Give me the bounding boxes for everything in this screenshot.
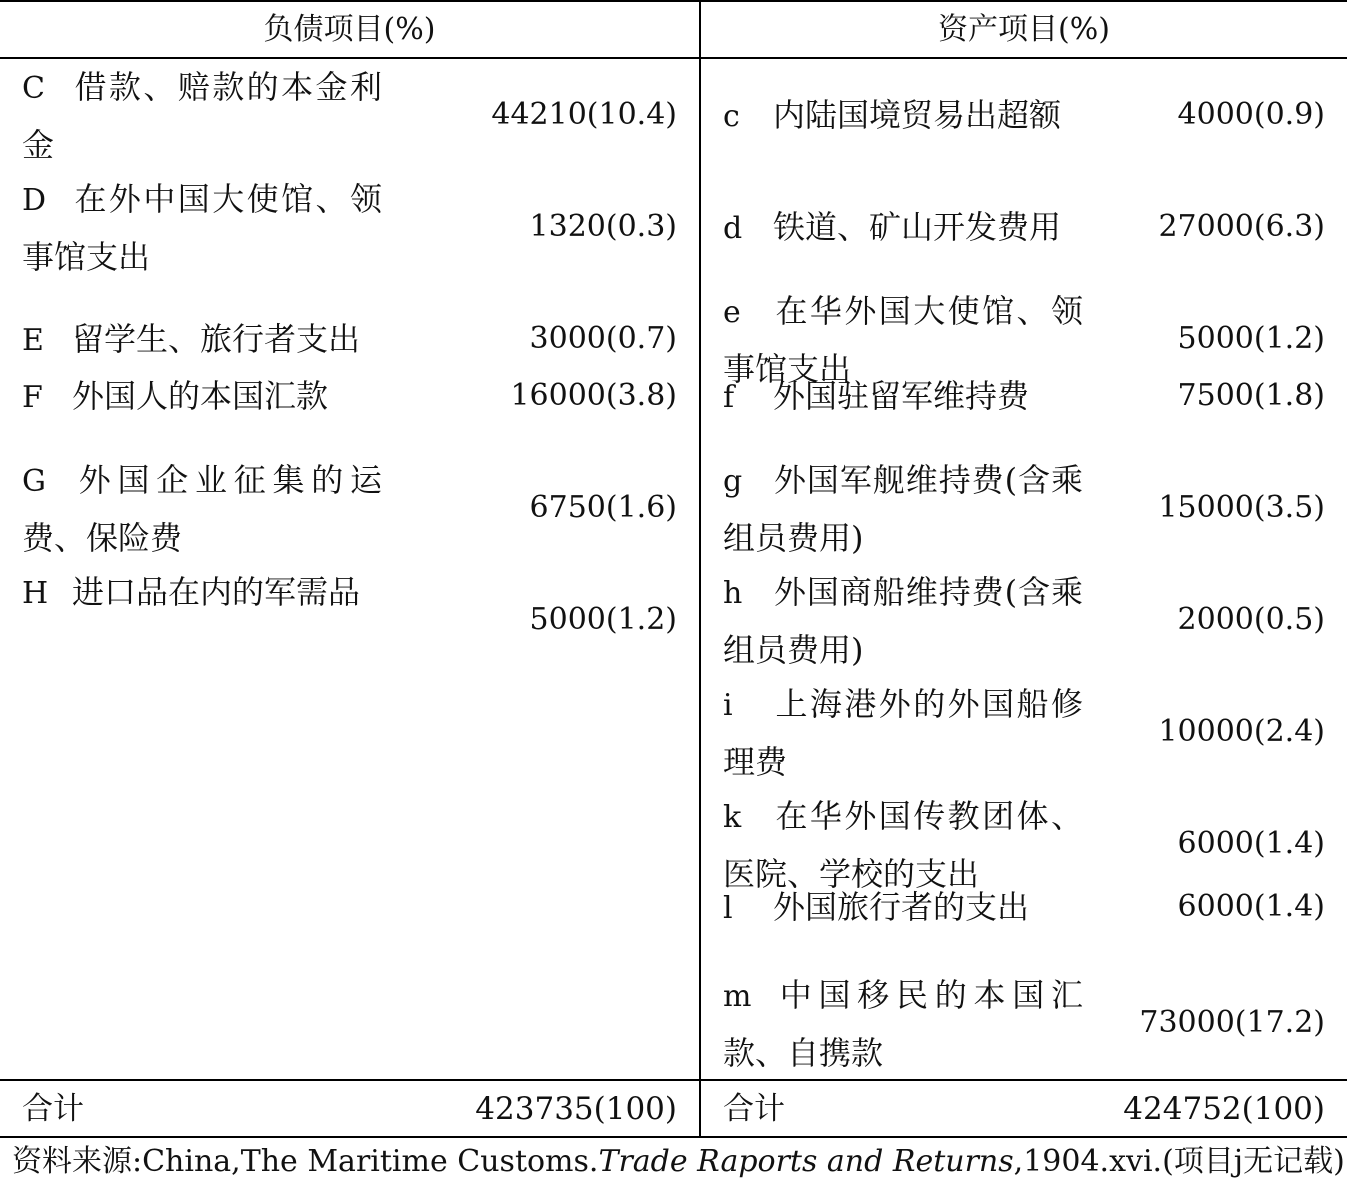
row-label [723,967,1083,1081]
row-label [22,59,382,173]
row-value: 7500(1.8) [1177,378,1325,413]
table-row-asset-g [701,452,1347,564]
row-text: 中国移民的本国汇款、自携款 [723,976,1083,1072]
assets-total-label: 合计 [723,1091,785,1127]
row-text: 外国军舰维持费(含乘组员费用) [723,461,1083,557]
row-code: l [723,891,733,926]
assets-header: 资产项目(%) [938,12,1110,47]
row-label [723,452,1083,566]
row-value: 6750(1.6) [529,490,677,525]
table-row-asset-c [701,59,1347,171]
row-value: 16000(3.8) [510,378,677,413]
row-text: 留学生、旅行者支出 [72,320,361,358]
row-label [723,59,1083,171]
row-text: 外国人的本国汇款 [72,377,329,415]
liabilities-header: 负债项目(%) [263,12,436,47]
row-code: D [22,183,47,218]
row-value: 73000(17.2) [1139,1005,1325,1040]
row-text: 铁道、矿山开发费用 [773,208,1062,246]
table-row-liability-C [0,59,699,171]
total-rule [0,1079,1347,1081]
table-row-liability-H [0,564,699,676]
row-value: 6000(1.4) [1177,826,1325,861]
row-label [22,452,382,566]
table-row-asset-l [701,879,1347,935]
row-label [22,564,382,622]
table-row-asset-f [701,368,1347,424]
row-label [723,340,1083,452]
row-code: e [723,295,741,330]
row-value: 10000(2.4) [1158,714,1325,749]
row-value: 5000(1.2) [529,602,677,637]
row-text: 在华外国传教团体、医院、学校的支出 [723,797,1083,893]
source-suffix: ,1904.xvi.(项目j无记载) [1013,1144,1345,1179]
row-code: k [723,800,742,835]
row-label [723,171,1083,283]
row-text: 在华外国大使馆、领事馆支出 [723,292,1083,388]
row-value: 44210(10.4) [491,97,677,132]
row-code: G [22,464,46,499]
row-code: m [723,979,752,1014]
row-text: 外国企业征集的运费、保险费 [22,461,382,557]
row-code: C [22,71,45,106]
row-code: f [723,380,735,415]
source-title: Trade Raports and Returns [598,1144,1014,1179]
table-row-asset-h [701,564,1347,676]
row-value: 27000(6.3) [1158,209,1325,244]
row-value: 15000(3.5) [1158,490,1325,525]
row-code: d [723,211,743,246]
row-code: E [22,323,44,358]
row-label [22,340,382,452]
table-bottom-rule [0,1136,1347,1138]
row-label [22,171,382,285]
liabilities-total-value: 423735(100) [475,1091,677,1127]
row-code: g [723,464,743,499]
source-note [12,1140,1345,1184]
row-value: 5000(1.2) [1177,321,1325,356]
row-text: 在外中国大使馆、领事馆支出 [22,180,382,276]
row-label [723,676,1083,790]
table-row-liability-F [0,368,699,424]
table-row-liability-G [0,452,699,564]
assets-total-value: 424752(100) [1123,1091,1325,1127]
row-code: c [723,99,740,134]
table-row-asset-d [701,171,1347,283]
row-value: 6000(1.4) [1177,889,1325,924]
row-value: 3000(0.7) [529,321,677,356]
row-value: 4000(0.9) [1177,97,1325,132]
source-prefix: 资料来源:China,The Maritime Customs. [12,1144,599,1179]
row-text: 借款、赔款的本金利金 [22,68,382,164]
row-text: 外国旅行者的支出 [773,888,1030,926]
row-text: 进口品在内的军需品 [72,573,361,611]
row-value: 1320(0.3) [529,209,677,244]
row-text: 上海港外的外国船修理费 [723,685,1083,781]
row-code: F [22,380,43,415]
row-code: H [22,576,49,611]
row-text: 外国驻留军维持费 [773,377,1030,415]
row-code: h [723,576,743,611]
table-row-liability-D [0,171,699,283]
row-label [723,851,1083,963]
row-label [723,564,1083,678]
liabilities-total-label: 合计 [22,1091,84,1127]
table-row-asset-i [701,676,1347,788]
table-row-asset-m [701,967,1347,1079]
row-text: 内陆国境贸易出超额 [773,96,1062,134]
row-text: 外国商船维持费(含乘组员费用) [723,573,1083,669]
row-value: 2000(0.5) [1177,602,1325,637]
row-code: i [723,688,733,723]
